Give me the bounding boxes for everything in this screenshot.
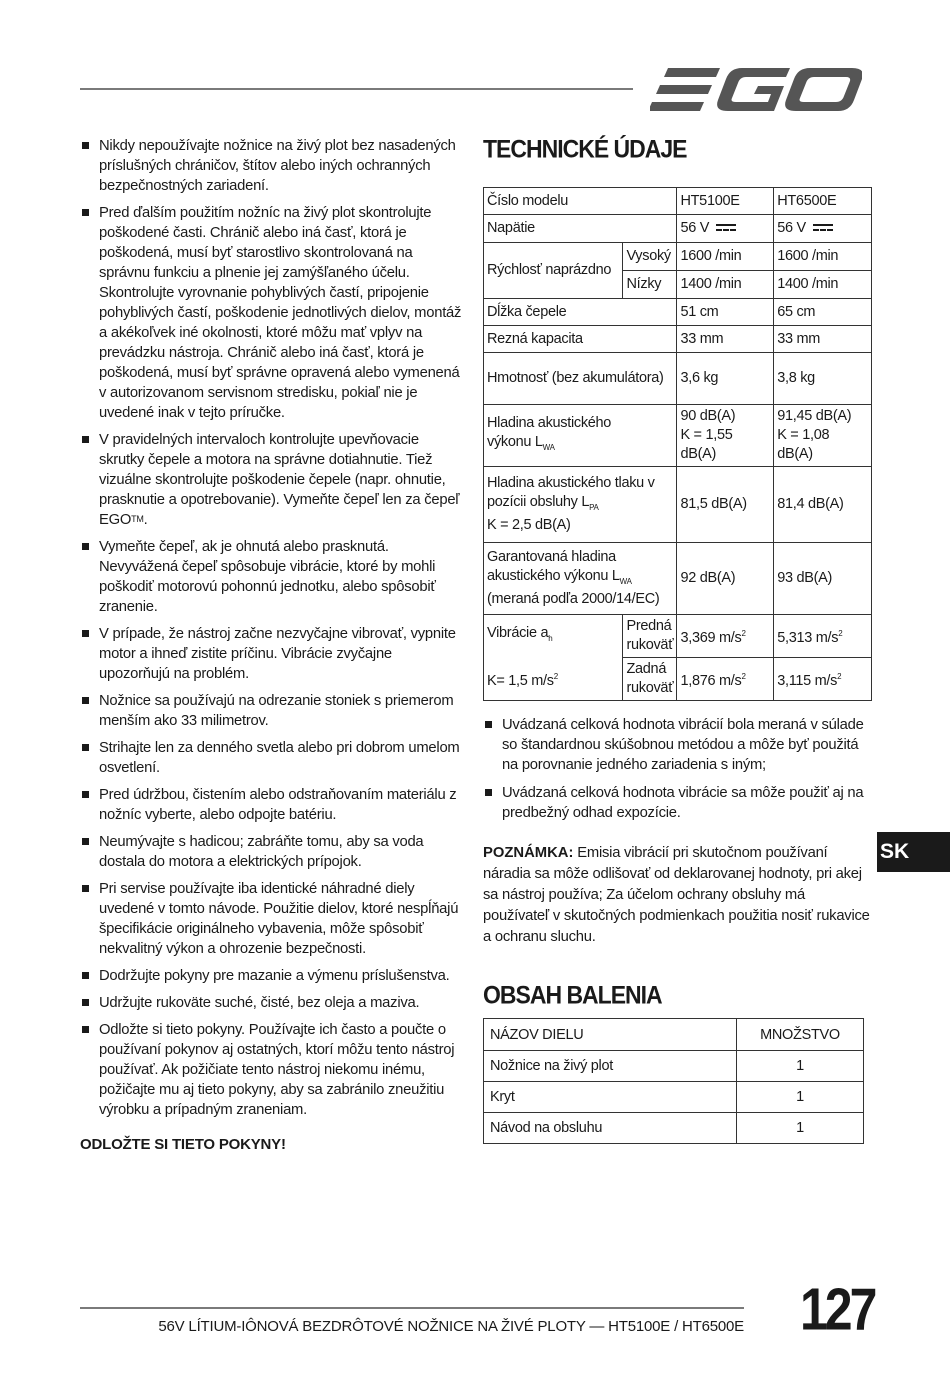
list-item: Strihajte len za denného svetla alebo pri dobrom umelom osvetlení. [80, 738, 462, 778]
note-label: POZNÁMKA: [483, 845, 574, 861]
spec-value: HT5100E [677, 188, 774, 215]
subscript: PA [589, 502, 599, 512]
list-item: Pred údržbou, čistením alebo odstraňovaním materiálu z nožníc vyberte, alebo odpojte batériu. [80, 785, 462, 825]
spec-sublabel: Vysoký [623, 243, 677, 271]
note-text: Emisia vibrácií pri skutočnom používaní náradia sa môže odlišovať od deklarovanej hodnoty, pri akej sa nástroj používa; Za účelom ochrany obsluhy má používateľ v skutočných podmienkach použitia nosiť rukavice a ochranu sluchu. [483, 845, 870, 945]
spec-label: Hmotnosť (bez akumulátora) [484, 353, 677, 405]
spec-value-cell [774, 215, 872, 243]
list-item: Nikdy nepoužívajte nožnice na živý plot bez nasadených príslušných chráničov, štítov alebo iných ochranných bezpečnostných zariadení. [80, 136, 462, 196]
spec-label: Rezná kapacita [484, 326, 677, 353]
subscript: WA [619, 576, 632, 586]
tech-specs-title: TECHNICKÉ ÚDAJE [483, 135, 687, 164]
spec-value: 81,4 dB(A) [774, 467, 872, 543]
spec-label-cell [484, 467, 677, 543]
ego-logo [650, 64, 862, 114]
spec-label: (meraná podľa 2000/14/EC) [487, 591, 660, 608]
part-name: Kryt [484, 1082, 737, 1113]
part-qty: 1 [737, 1051, 864, 1082]
note-paragraph [483, 843, 873, 948]
list-item: Uvádzaná celková hodnota vibrácie sa môže použiť aj na predbežný odhad expozície. [483, 783, 875, 823]
spec-table [483, 187, 872, 701]
spec-label: Rýchlosť naprázdno [484, 243, 623, 299]
spec-value: 92 dB(A) [677, 543, 774, 615]
table-row [484, 326, 872, 353]
package-contents-title: OBSAH BALENIA [483, 981, 662, 1010]
spec-label: K = 2,5 dB(A) [487, 517, 571, 534]
spec-label: pozícii obsluhy L [487, 493, 590, 510]
safety-column [80, 136, 462, 1153]
table-row [484, 299, 872, 326]
spec-label-cell [484, 405, 677, 467]
superscript: 2 [838, 629, 843, 639]
table-row [484, 1082, 864, 1113]
spec-value: HT6500E [774, 188, 872, 215]
spec-value: 65 cm [774, 299, 872, 326]
table-row [484, 467, 872, 543]
table-row [484, 405, 872, 467]
superscript: 2 [741, 672, 746, 682]
spec-value-cell [774, 658, 872, 701]
table-row [484, 188, 872, 215]
spec-value: 5,313 m/s [777, 629, 839, 646]
list-item: Udržujte rukoväte suché, čisté, bez oleja a maziva. [80, 993, 462, 1013]
list-item: Dodržujte pokyny pre mazanie a výmenu príslušenstva. [80, 966, 462, 986]
spec-value-cell [677, 215, 774, 243]
superscript: 2 [553, 672, 558, 682]
spec-column [483, 135, 875, 1136]
subscript: h [548, 634, 553, 644]
vibration-notes [483, 715, 875, 831]
spec-label: Hladina akustického [487, 415, 612, 432]
safety-list [80, 136, 462, 1120]
save-instructions-heading: ODLOŽTE SI TIETO POKYNY! [80, 1136, 286, 1153]
spec-label: Číslo modelu [484, 188, 677, 215]
spec-value: 1400 /min [677, 271, 774, 299]
spec-value-cell [774, 405, 872, 467]
table-row [484, 243, 872, 271]
footer-title: 56V LÍTIUM-IÔNOVÁ BEZDRÔTOVÉ NOŽNICE NA ŽIVÉ PLOTY — HT5100E / HT6500E [158, 1318, 744, 1335]
spec-value: 1600 /min [677, 243, 774, 271]
list-item-text: V pravidelných intervaloch kontrolujte upevňovacie skrutky čepele a motora na správne dotiahnutie. Tiež vizuálne skontrolujte poškodenie čepele (napr. ohnutie, prasknutie a opotrebovanie). Vymeňte čepeľ len za čepeľ EGO [99, 432, 460, 528]
language-tab: SK [877, 832, 950, 872]
list-item: Uvádzaná celková hodnota vibrácií bola meraná v súlade so štandardnou skúšobnou metódou a môže byť použitá na porovnanie jedného zariadenia s iným; [483, 715, 875, 775]
spec-value: 81,5 dB(A) [677, 467, 774, 543]
table-row [484, 1113, 864, 1144]
spec-label: Vibrácie a [487, 625, 549, 642]
column-header: MNOŽSTVO [737, 1019, 864, 1051]
spec-value: 90 dB(A) [680, 408, 736, 424]
spec-label: Napätie [484, 215, 677, 243]
list-item [80, 430, 462, 530]
spec-sublabel: Nízky [623, 271, 677, 299]
part-name: Návod na obsluhu [484, 1113, 737, 1144]
spec-value: 3,8 kg [774, 353, 872, 405]
list-item-end: . [143, 512, 148, 528]
table-row [484, 615, 872, 658]
package-table [483, 1018, 864, 1144]
spec-value: 33 mm [774, 326, 872, 353]
superscript: 2 [741, 629, 746, 639]
list-item: Odložte si tieto pokyny. Používajte ich často a poučte o používaní pokynov aj ostatných, ktorí môžu tento nástroj používať. Ak požičiate tento nástroj niekomu inému, požičajte mu aj tieto pokyny, aby sa zabránilo zneužitiu výrobku a prípadným zraneniam. [80, 1020, 462, 1120]
part-qty: 1 [737, 1113, 864, 1144]
spec-sublabel: Predná rukoväť [623, 615, 677, 658]
page-number: 127 [800, 1276, 875, 1343]
spec-value: K = 1,55 dB(A) [680, 427, 733, 462]
spec-label: akustického výkonu L [487, 567, 620, 584]
table-row [484, 543, 872, 615]
spec-label: K= 1,5 m/s [487, 672, 554, 689]
subscript: WA [542, 442, 555, 452]
spec-value: 93 dB(A) [774, 543, 872, 615]
spec-value-cell [677, 658, 774, 701]
spec-value: K = 1,08 dB(A) [777, 427, 830, 462]
spec-label-cell [484, 543, 677, 615]
table-row [484, 215, 872, 243]
column-header: NÁZOV DIELU [484, 1019, 737, 1051]
spec-value: 3,6 kg [677, 353, 774, 405]
spec-value: 1400 /min [774, 271, 872, 299]
part-name: Nožnice na živý plot [484, 1051, 737, 1082]
spec-value: 56 V [777, 220, 806, 236]
table-row [484, 1051, 864, 1082]
footer-rule [80, 1307, 744, 1309]
spec-value: 91,45 dB(A) [777, 408, 852, 424]
spec-value: 1,876 m/s [680, 672, 742, 689]
table-row [484, 353, 872, 405]
spec-label: Dĺžka čepele [484, 299, 677, 326]
dc-symbol-icon [813, 224, 833, 234]
list-item: Neumývajte s hadicou; zabráňte tomu, aby sa voda dostala do motora a elektrických prípojok. [80, 832, 462, 872]
superscript: 2 [837, 672, 842, 682]
list-item: V prípade, že nástroj začne nezvyčajne vibrovať, vypnite motor a ihneď zistite príčinu. Vibrácie zvyčajne upozorňujú na problém. [80, 624, 462, 684]
list-item: Vymeňte čepeľ, ak je ohnutá alebo prasknutá. Nevyvážená čepeľ spôsobuje vibrácie, ktoré by mohli poškodiť motorovú pohonnú jednotku, alebo spôsobiť zranenie. [80, 537, 462, 617]
spec-value-cell [774, 615, 872, 658]
spec-label: výkonu L [487, 434, 543, 451]
part-qty: 1 [737, 1082, 864, 1113]
spec-sublabel: Zadná rukoväť [623, 658, 677, 701]
header-rule [80, 88, 633, 90]
vibration-notes-list [483, 715, 875, 823]
spec-value-cell [677, 405, 774, 467]
spec-value: 51 cm [677, 299, 774, 326]
spec-label: Garantovaná hladina [487, 548, 616, 565]
spec-value: 1600 /min [774, 243, 872, 271]
spec-value: 33 mm [677, 326, 774, 353]
spec-value: 3,115 m/s [777, 672, 838, 689]
spec-label-cell [484, 615, 623, 701]
spec-label: Hladina akustického tlaku v [487, 474, 655, 491]
list-item: Pri servise používajte iba identické náhradné diely uvedené v tomto návode. Použitie dielov, ktoré nespĺňajú špecifikácie originálneho vybavenia, môže spôsobiť nekvalitný výkon a ohrozenie bezpečnosti. [80, 879, 462, 959]
spec-value: 56 V [680, 220, 710, 236]
dc-symbol-icon [716, 224, 736, 234]
list-item: Nožnice sa používajú na odrezanie stoniek s priemerom menším ako 33 milimetrov. [80, 691, 462, 731]
trademark-mark: TM [131, 514, 144, 524]
table-header-row [484, 1019, 864, 1051]
spec-value: 3,369 m/s [680, 629, 742, 646]
spec-value-cell [677, 615, 774, 658]
list-item: Pred ďalším použitím nožníc na živý plot skontrolujte poškodené časti. Chránič alebo iná časť, ktorá je poškodená, musí byť starostlivo skontrolovaná na správnu funkciu a plnenie jej zamýšľaného účelu. Skontrolujte vyrovnanie pohyblivých častí, pripojenie pohyblivých častí, poškodenie jednotlivých dielov, montáž a akékoľvek iné okolnosti, ktoré môžu mať vplyv na prevádzku nástroja. Chránič alebo iná časť, ktorá je poškodená, musí byť správne opravená alebo vymenená v autorizovanom servisnom stredisku, pokiaľ nie je uvedené inak v tejto príručke. [80, 203, 462, 423]
